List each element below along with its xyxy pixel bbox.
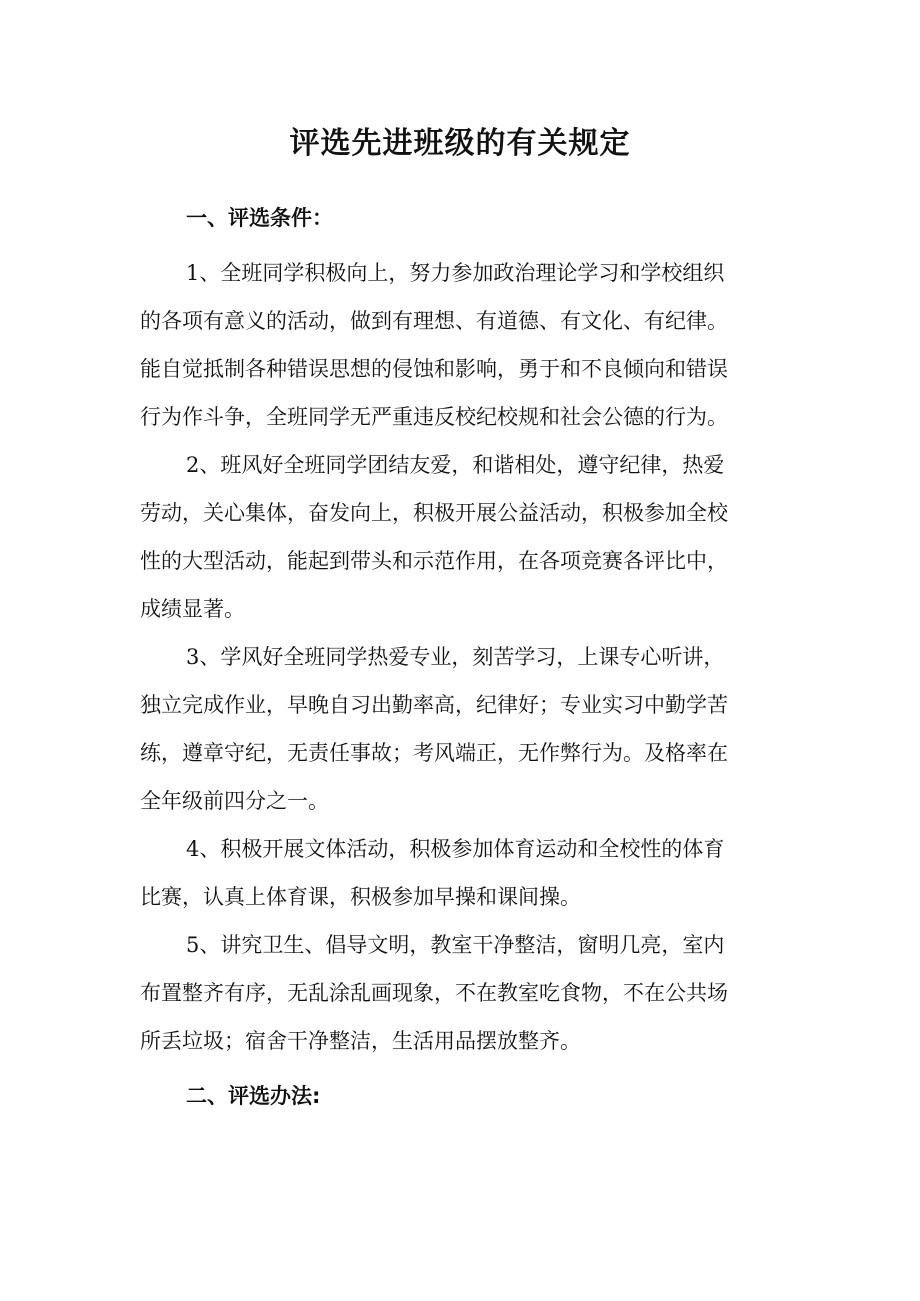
text-line: 1、全班同学积极向上，努力参加政治理论学习和学校组织 (186, 261, 725, 285)
criteria-item-5 (140, 921, 790, 1065)
section-heading-method: 二、评选办法: (186, 1084, 321, 1108)
text-line: 独立完成作业，早晚自习出勤率高，纪律好；专业实习中勤学苦 (140, 693, 728, 717)
text-line: 4、积极开展文体活动，积极参加体育运动和全校性的体育 (186, 837, 725, 861)
text-line: 5、讲究卫生、倡导文明，教室干净整洁，窗明几亮，室内 (186, 933, 725, 957)
criteria-item-2 (140, 441, 790, 633)
text-line: 练，遵章守纪，无责任事故；考风端正，无作弊行为。及格率在 (140, 741, 728, 765)
document-title: 评选先进班级的有关规定 (289, 126, 631, 161)
criteria-item-3 (140, 633, 790, 825)
criteria-item-4 (140, 825, 790, 921)
text-line: 比赛，认真上体育课，积极参加早操和课间操。 (140, 885, 581, 909)
text-line: 能自觉抵制各种错误思想的侵蚀和影响，勇于和不良倾向和错误 (140, 357, 728, 381)
text-line: 劳动，关心集体，奋发向上，积极开展公益活动，积极参加全校 (140, 501, 728, 525)
text-line: 性的大型活动，能起到带头和示范作用，在各项竞赛各评比中， (140, 549, 728, 573)
text-line: 布置整齐有序，无乱涂乱画现象，不在教室吃食物，不在公共场 (140, 981, 728, 1005)
text-line: 所丢垃圾；宿舍干净整洁，生活用品摆放整齐。 (140, 1029, 581, 1053)
text-line: 全年级前四分之一。 (140, 789, 329, 813)
text-line: 2、班风好全班同学团结友爱，和谐相处，遵守纪律，热爱 (186, 453, 725, 477)
section-heading-criteria: 一、评选条件： (186, 206, 333, 230)
text-line: 3、学风好全班同学热爱专业，刻苦学习，上课专心听讲， (186, 645, 725, 669)
text-line: 行为作斗争，全班同学无严重违反校纪校规和社会公德的行为。 (140, 405, 728, 429)
text-line: 的各项有意义的活动，做到有理想、有道德、有文化、有纪律。 (140, 309, 728, 333)
text-line: 成绩显著。 (140, 597, 245, 621)
criteria-item-1 (140, 249, 790, 441)
